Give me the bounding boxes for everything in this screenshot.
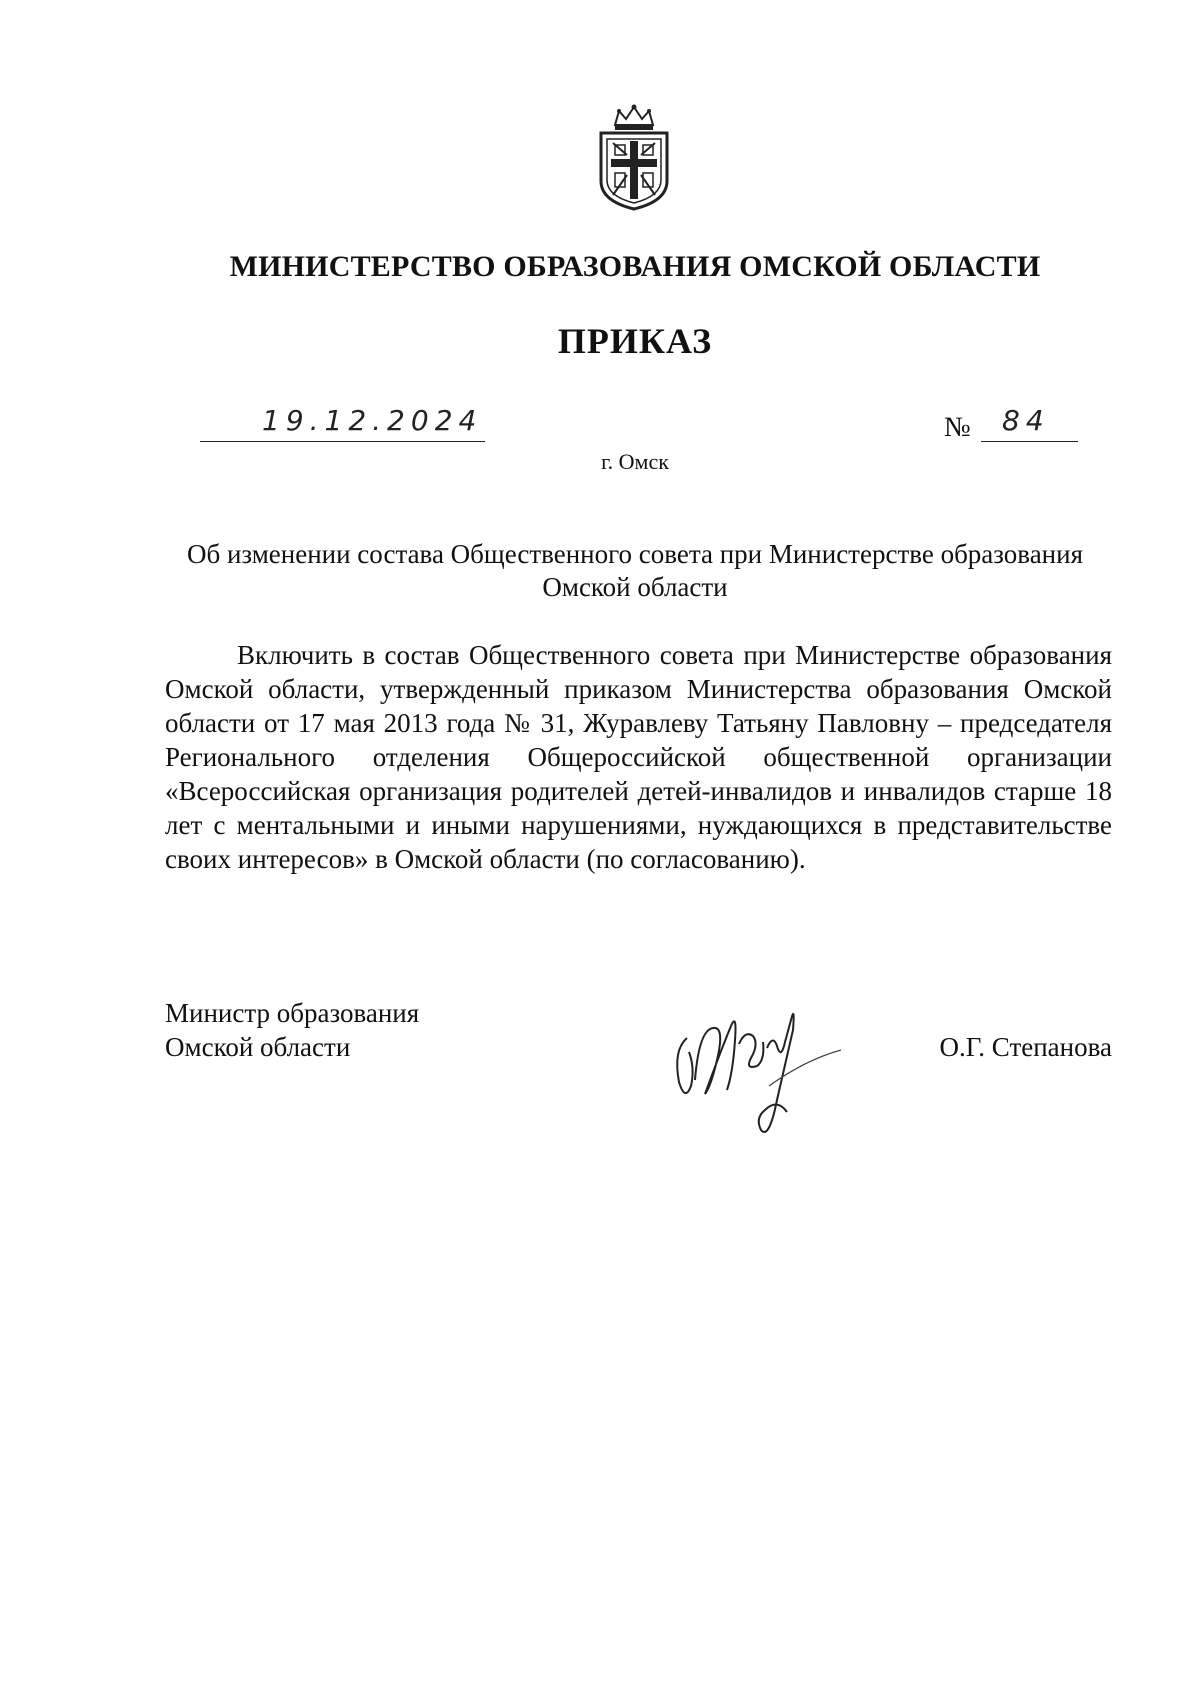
signer-position-line-2: Омской области [165, 1032, 351, 1062]
document-type-title: ПРИКАЗ [557, 321, 713, 361]
coat-of-arms-icon [593, 103, 675, 211]
signer-position-line-1: Министр образования [165, 998, 420, 1028]
order-date: 19.12.2024 [262, 404, 483, 437]
signer-position [165, 996, 419, 1064]
number-underline [981, 441, 1078, 442]
subject-line-2: Омской области [542, 572, 728, 602]
signer-name: О.Г. Степанова [939, 1032, 1112, 1062]
order-body-paragraph: Включить в состав Общественного совета при Министерстве образования Омской области, утвержденный приказом Министерства образования Омской области от 17 мая 2013 года № 31, Журавлеву Татьяну Павловну – председателя Регионального отделения Общероссийской общественной организации «Всероссийская организация родителей детей-инвалидов и инвалидов старше 18 лет с ментальными и иными нарушениями, нуждающихся в представительстве своих интересов» в Омской области (по согласованию). [165, 640, 1112, 874]
subject-line-1: Об изменении состава Общественного совета при Министерстве образования [186, 539, 1083, 569]
order-subject [150, 538, 1120, 604]
ministry-name: МИНИСТЕРСТВО ОБРАЗОВАНИЯ ОМСКОЙ ОБЛАСТИ [229, 250, 1041, 283]
city-label: г. Омск [601, 449, 669, 474]
signature-icon [665, 990, 855, 1150]
date-underline [200, 441, 485, 442]
order-number: 84 [1002, 404, 1050, 437]
number-label: № [944, 412, 971, 443]
